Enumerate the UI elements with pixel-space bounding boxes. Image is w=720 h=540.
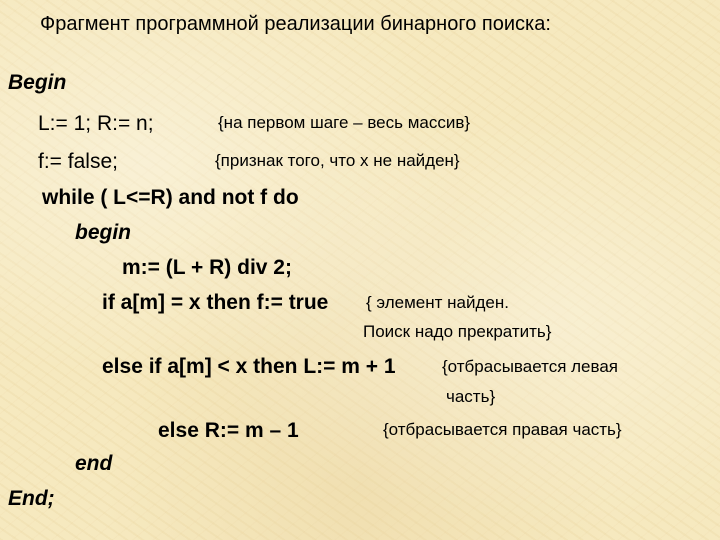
comment-if-line1: { элемент найден. [366,293,509,312]
code-line-while: while ( L<=R) and not f do [42,186,299,209]
comment-init: {на первом шаге – весь массив} [218,113,471,132]
comment-if-line2: Поиск надо прекратить} [363,322,552,341]
code-line-elseif: else if a[m] < x then L:= m + 1 [102,355,396,378]
comment-elseif-line1: {отбрасывается левая [442,357,618,376]
comment-elseif-line2: часть} [446,387,496,406]
code-line-mid: m:= (L + R) div 2; [122,256,292,279]
code-line-else: else R:= m – 1 [158,419,299,442]
slide-title: Фрагмент программной реализации бинарного поиска: [40,13,551,35]
code-inner-begin-keyword: begin [75,221,131,244]
code-line-init: L:= 1; R:= n; [38,112,154,135]
comment-else: {отбрасывается правая часть} [383,420,622,439]
code-line-flag: f:= false; [38,150,118,173]
comment-flag: {признак того, что х не найден} [215,151,460,170]
code-begin-keyword: Begin [8,71,67,94]
code-line-if: if a[m] = x then f:= true [102,291,329,314]
code-inner-end-keyword: end [75,452,113,475]
code-end-keyword: End; [8,487,55,510]
